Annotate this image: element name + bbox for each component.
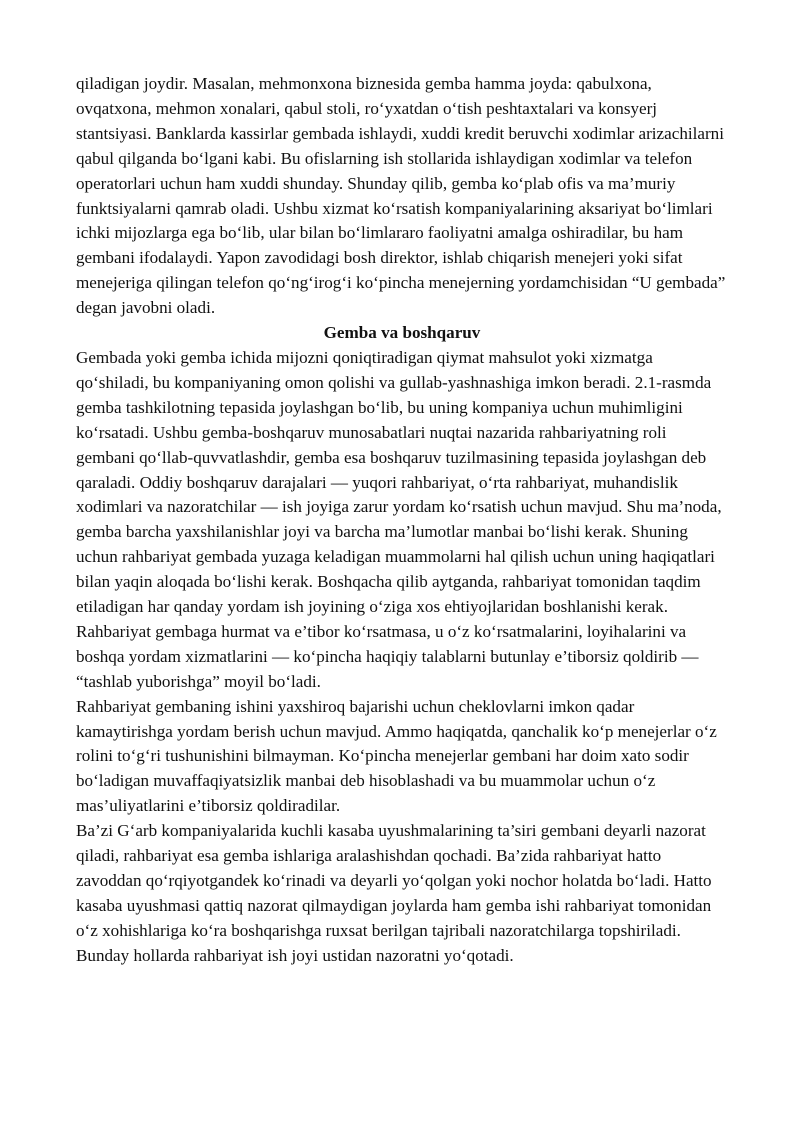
paragraph: Ba’zi G‘arb kompaniyalarida kuchli kasaba uyushmalarining ta’siri gembani deyarli nazorat qiladi, rahbariyat esa gemba ishlariga aralashishdan qochadi. Ba’zida rahbariyat hatto zavoddan qo‘rqiyotgandek ko‘rinadi va deyarli yo‘qolgan yoki nochor holatda bo‘ladi. Hatto kasaba uyushmasi qattiq nazorat qilmaydigan joylarda ham gemba ishi rahbariyat tomonidan o‘z xohishlariga ko‘ra boshqarishga ruxsat berilgan tajribali nazoratchilarga topshiriladi. Bunday hollarda rahbariyat ish joyi ustidan nazoratni yo‘qotadi. xyxy=(76,821,712,965)
paragraph: Gembada yoki gemba ichida mijozni qoniqtiradigan qiymat mahsulot yoki xizmatga qo‘shiladi, bu kompaniyaning omon qolishi va gullab-yashnashiga imkon beradi. 2.1-rasmda gemba tashkilotning tepasida joylashgan bo‘lib, bu uning kompaniya uchun muhimligini ko‘rsatadi. Ushbu gemba-boshqaruv munosabatlari nuqtai nazarida rahbariyatning roli gembani qo‘llab-quvvatlashdir, gemba esa boshqaruv tuzilmasining tepasida joylashgan deb qaraladi. Oddiy boshqaruv darajalari — yuqori rahbariyat, o‘rta rahbariyat, muhandislik xodimlari va nazoratchilar — ish joyiga zarur yordam ko‘rsatish uchun mavjud. Shu ma’noda, gemba barcha yaxshilanishlar joyi va barcha ma’lumotlar manbai bo‘lishi kerak. Shuning uchun rahbariyat gembada yuzaga keladigan muammolarni hal qilish uchun uning haqiqatlari bilan yaqin aloqada bo‘lishi kerak. Boshqacha qilib aytganda, rahbariyat tomonidan taqdim etiladigan har qanday yordam ish joyining o‘ziga xos ehtiyojlaridan boshlanishi kerak. Rahbariyat gembaga hurmat va e’tibor ko‘rsatmasa, u o‘z ko‘rsatmalarini, loyihalarini va boshqa yordam xizmatlarini — ko‘pincha haqiqiy talablarni butunlay e’tiborsiz qoldirib — “tashlab yuborishga” moyil bo‘ladi. xyxy=(76,347,722,691)
paragraph: qiladigan joydir. Masalan, mehmonxona biznesida gemba hamma joyda: qabulxona, ovqatxona, mehmon xonalari, qabul stoli, ro‘yxatdan o‘tish peshtaxtalari va konsyerj stantsiyasi. Banklarda kassirlar gembada ishlaydi, xuddi kredit beruvchi xodimlar arizachilarni qabul qilganda bo‘lgani kabi. Bu ofislarning ish stollarida ishlaydigan xodimlar va telefon operatorlari uchun ham xuddi shunday. Shunday qilib, gemba ko‘plab ofis va ma’muriy funktsiyalarni qamrab oladi. Ushbu xizmat ko‘rsatish kompaniyalarining aksariyat bo‘limlari ichki mijozlarga ega bo‘lib, ular bilan bo‘limlararo faoliyatni amalga oshiradilar, bu ham gembani ifodalaydi. Yapon zavodidagi bosh direktor, ishlab chiqarish menejeri yoki sifat menejeriga qilingan telefon qo‘ng‘irog‘i ko‘pincha menejerning yordamchisidan “U gembada” degan javobni oladi. xyxy=(76,74,726,318)
paragraph: Rahbariyat gembaning ishini yaxshiroq bajarishi uchun cheklovlarni imkon qadar kamaytirishga yordam berish uchun mavjud. Ammo haqiqatda, qanchalik ko‘p menejerlar o‘z rolini to‘g‘ri tushunishini bilmayman. Ko‘pincha menejerlar gembani har doim xato sodir bo‘ladigan muvaffaqiyatsizlik manbai deb hisoblashadi va bu muammolar uchun o‘z mas’uliyatlarini e’tiborsiz qoldiradilar. xyxy=(76,696,717,816)
section-heading: Gemba va boshqaruv xyxy=(323,323,481,343)
document-page xyxy=(76,72,728,969)
